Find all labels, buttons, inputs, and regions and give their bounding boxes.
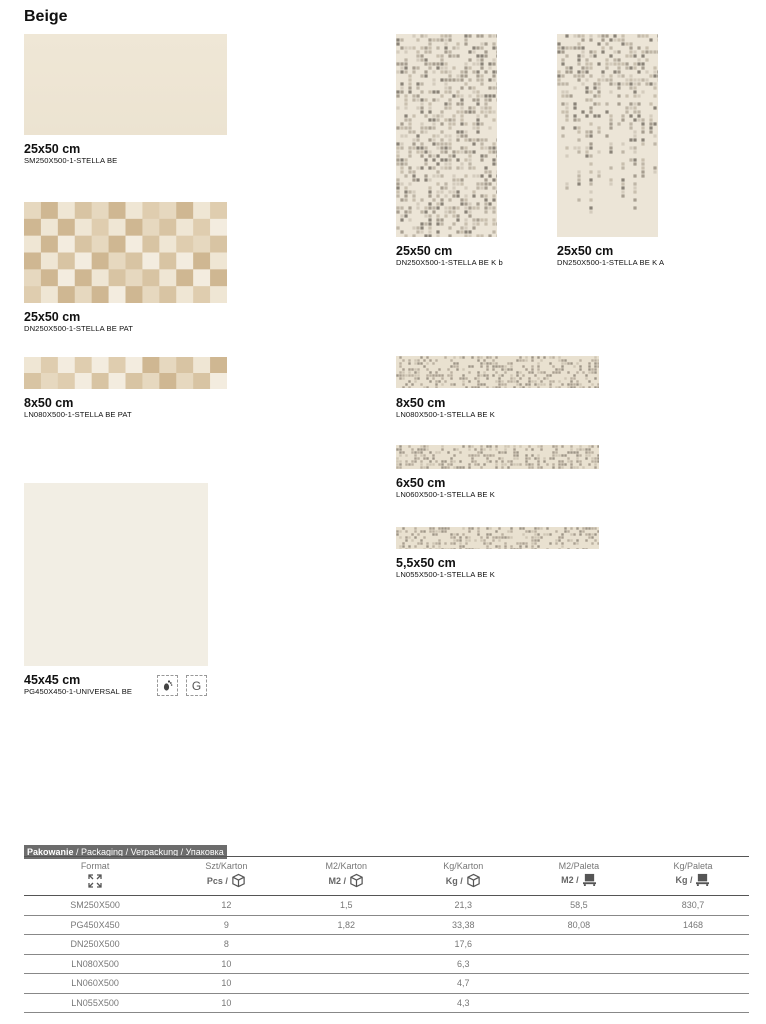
table-cell: 1468 bbox=[637, 915, 749, 935]
table-cell bbox=[521, 974, 637, 994]
table-cell: SM250X500 bbox=[24, 896, 166, 916]
tile-image-pg450-universal bbox=[24, 483, 208, 666]
tile-size: 25x50 cm bbox=[24, 310, 81, 324]
table-cell bbox=[287, 993, 406, 1013]
table-cell: 4,7 bbox=[406, 974, 521, 994]
unit-label: Kg / bbox=[675, 874, 693, 885]
col-header: M2/Karton bbox=[287, 857, 406, 874]
pallet-icon bbox=[582, 873, 597, 886]
table-cell: 58,5 bbox=[521, 896, 637, 916]
tile-code: LN060X500-1-STELLA BE K bbox=[396, 490, 495, 499]
packaging-table bbox=[24, 856, 749, 1013]
table-cell bbox=[521, 993, 637, 1013]
tile-image-dn250-stella-k-a bbox=[557, 34, 658, 237]
box-icon bbox=[349, 873, 364, 888]
tile-size: 45x45 cm bbox=[24, 673, 81, 687]
unit-cell bbox=[637, 873, 749, 896]
table-cell bbox=[287, 954, 406, 974]
table-cell bbox=[287, 935, 406, 955]
col-header: Kg/Paleta bbox=[637, 857, 749, 874]
table-cell: 1,82 bbox=[287, 915, 406, 935]
table-cell: LN060X500 bbox=[24, 974, 166, 994]
table-cell: 80,08 bbox=[521, 915, 637, 935]
tile-code: LN080X500-1-STELLA BE PAT bbox=[24, 410, 132, 419]
tile-size: 25x50 cm bbox=[557, 244, 614, 258]
tile-caption bbox=[557, 244, 664, 268]
page-title: Beige bbox=[24, 8, 68, 25]
unit-label: Kg / bbox=[445, 875, 463, 886]
col-header: Szt/Karton bbox=[166, 857, 287, 874]
tile-code: SM250X500-1-STELLA BE bbox=[24, 156, 118, 165]
table-cell bbox=[637, 993, 749, 1013]
tile-code: PG450X450-1-UNIVERSAL BE bbox=[24, 687, 133, 696]
unit-cell bbox=[287, 873, 406, 896]
table-cell: 6,3 bbox=[406, 954, 521, 974]
tile-image-ln080-stella-pat bbox=[24, 357, 227, 389]
unit-label: M2 / bbox=[561, 874, 579, 885]
tile-caption bbox=[396, 476, 495, 500]
tile-code: LN055X500-1-STELLA BE K bbox=[396, 570, 495, 579]
tile-image-ln080-stella-k bbox=[396, 356, 599, 388]
table-cell: 10 bbox=[166, 993, 287, 1013]
packaging-title-bold: Pakowanie bbox=[27, 847, 74, 857]
tile-size: 5,5x50 cm bbox=[396, 556, 456, 570]
tile-size: 6x50 cm bbox=[396, 476, 446, 490]
tile-size: 25x50 cm bbox=[396, 244, 453, 258]
table-cell bbox=[287, 974, 406, 994]
box-icon bbox=[466, 873, 481, 888]
table-cell: LN055X500 bbox=[24, 993, 166, 1013]
table-row bbox=[24, 993, 749, 1013]
unit-label: Pcs / bbox=[206, 875, 228, 886]
table-cell bbox=[637, 935, 749, 955]
tile-caption bbox=[396, 244, 503, 268]
table-cell: LN080X500 bbox=[24, 954, 166, 974]
tile-size: 8x50 cm bbox=[24, 396, 74, 410]
col-header: Kg/Karton bbox=[406, 857, 521, 874]
table-row bbox=[24, 915, 749, 935]
footprint-icon bbox=[157, 675, 178, 696]
col-header: Format bbox=[24, 857, 166, 874]
tile-caption bbox=[24, 673, 132, 697]
table-cell: 8 bbox=[166, 935, 287, 955]
tile-image-ln055-stella-k bbox=[396, 527, 599, 549]
box-icon bbox=[231, 873, 246, 888]
table-cell: 10 bbox=[166, 954, 287, 974]
tile-caption bbox=[396, 556, 495, 580]
tile-size: 25x50 cm bbox=[24, 142, 81, 156]
unit-label: M2 / bbox=[328, 875, 347, 886]
format-arrows-icon bbox=[24, 873, 166, 896]
tile-image-dn250-stella-k-b bbox=[396, 34, 497, 237]
tile-caption bbox=[24, 142, 117, 166]
tile-code: DN250X500-1-STELLA BE K A bbox=[557, 258, 665, 267]
table-row bbox=[24, 896, 749, 916]
tile-code: DN250X500-1-STELLA BE PAT bbox=[24, 324, 134, 333]
tile-caption bbox=[396, 396, 495, 420]
tile-caption bbox=[24, 396, 132, 420]
grade-g-icon: G bbox=[186, 675, 207, 696]
table-cell bbox=[521, 954, 637, 974]
table-cell: 4,3 bbox=[406, 993, 521, 1013]
packaging-title-rest: / Packaging / Verpackung / Упаковка bbox=[73, 847, 224, 857]
pallet-icon bbox=[695, 873, 710, 886]
table-cell: 12 bbox=[166, 896, 287, 916]
table-cell: PG450X450 bbox=[24, 915, 166, 935]
table-cell: 1,5 bbox=[287, 896, 406, 916]
table-cell: 17,6 bbox=[406, 935, 521, 955]
table-cell bbox=[521, 935, 637, 955]
tile-size: 8x50 cm bbox=[396, 396, 446, 410]
table-cell: 21,3 bbox=[406, 896, 521, 916]
table-cell bbox=[637, 974, 749, 994]
table-row bbox=[24, 974, 749, 994]
tile-image-dn250-stella-pat bbox=[24, 202, 227, 303]
tile-code: DN250X500-1-STELLA BE K b bbox=[396, 258, 503, 267]
unit-cell bbox=[166, 873, 287, 896]
tile-image-ln060-stella-k bbox=[396, 445, 599, 469]
tile-image-sm250-stella bbox=[24, 34, 227, 135]
table-cell: 830,7 bbox=[637, 896, 749, 916]
tile-caption bbox=[24, 310, 133, 334]
unit-cell bbox=[406, 873, 521, 896]
table-cell bbox=[637, 954, 749, 974]
table-row bbox=[24, 935, 749, 955]
tile-code: LN080X500-1-STELLA BE K bbox=[396, 410, 495, 419]
col-header: M2/Paleta bbox=[521, 857, 637, 874]
table-cell: 33,38 bbox=[406, 915, 521, 935]
table-cell: DN250X500 bbox=[24, 935, 166, 955]
table-cell: 9 bbox=[166, 915, 287, 935]
table-cell: 10 bbox=[166, 974, 287, 994]
table-row bbox=[24, 954, 749, 974]
unit-cell bbox=[521, 873, 637, 896]
